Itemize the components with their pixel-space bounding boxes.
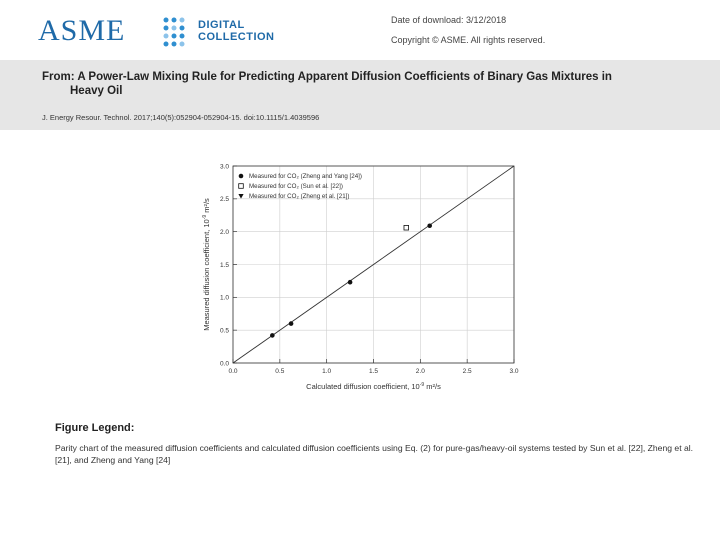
x-tick-label: 0.0 [228, 368, 238, 375]
article-title-line2: Heavy Oil [70, 85, 123, 97]
y-tick-label: 2.5 [219, 196, 229, 204]
logo-asme-text: ASME [38, 14, 126, 47]
figure-legend-text: Parity chart of the measured diffusion coefficients and calculated diffusion coefficients using Eq. (2) for pure-gas/heavy-oil systems tested by Sun et al. [22], Zheng et al. [21], and Zheng and Yang [24] [55, 443, 694, 465]
copyright-notice: Copyright © ASME. All rights reserved. [391, 35, 546, 45]
logo-digital-collection [198, 19, 275, 43]
y-tick-label: 1.0 [219, 294, 229, 302]
y-tick-label: 0.0 [219, 360, 229, 368]
x-tick-label: 3.0 [509, 368, 519, 375]
y-axis-label: Measured diffusion coefficient, $10^{-9}$ m²/s [202, 198, 211, 331]
download-date: Date of download: 3/12/2018 [391, 15, 507, 25]
x-axis-label: Calculated diffusion coefficient, $10^{-9}$ m²/s [306, 382, 441, 391]
logo-digital-text: DIGITAL [198, 19, 245, 31]
legend-entry-label: Measured for CO₂ (Zheng and Yang [24]) [249, 173, 362, 180]
x-tick-label: 1.5 [368, 368, 379, 375]
x-tick-label: 0.5 [275, 368, 285, 375]
y-tick-label: 1.5 [219, 261, 229, 269]
article-title-line1: From: A Power-Law Mixing Rule for Predicting Apparent Diffusion Coefficients of Binary Gas Mixtures in [42, 71, 612, 83]
x-tick-label: 2.5 [462, 368, 472, 375]
logo-dots-icon [162, 16, 194, 48]
data-point-square [404, 225, 409, 230]
legend-marker-square [239, 184, 244, 189]
data-point-circle [348, 280, 353, 285]
x-tick-label: 1.0 [322, 368, 332, 375]
data-point-circle [289, 321, 294, 326]
figure-legend-heading: Figure Legend: [55, 422, 135, 434]
article-citation: J. Energy Resour. Technol. 2017;140(5):052904-052904-15. doi:10.1115/1.4039596 [42, 113, 320, 122]
y-tick-label: 0.5 [219, 327, 229, 335]
data-point-circle [270, 333, 275, 338]
parity-chart [196, 155, 526, 401]
logo-collection-text: COLLECTION [198, 31, 275, 43]
y-tick-label: 3.0 [219, 163, 229, 171]
legend-marker-circle [239, 174, 244, 179]
article-title [42, 70, 662, 98]
asme-logo[interactable] [38, 14, 275, 50]
data-point-circle [427, 223, 432, 228]
legend-entry-label: Measured for CO₂ (Zheng et al. [21]) [249, 193, 350, 200]
y-tick-label: 2.0 [219, 228, 229, 236]
x-tick-label: 2.0 [415, 368, 425, 375]
legend-entry-label: Measured for CO₂ (Sun et al. [22]) [249, 183, 343, 190]
